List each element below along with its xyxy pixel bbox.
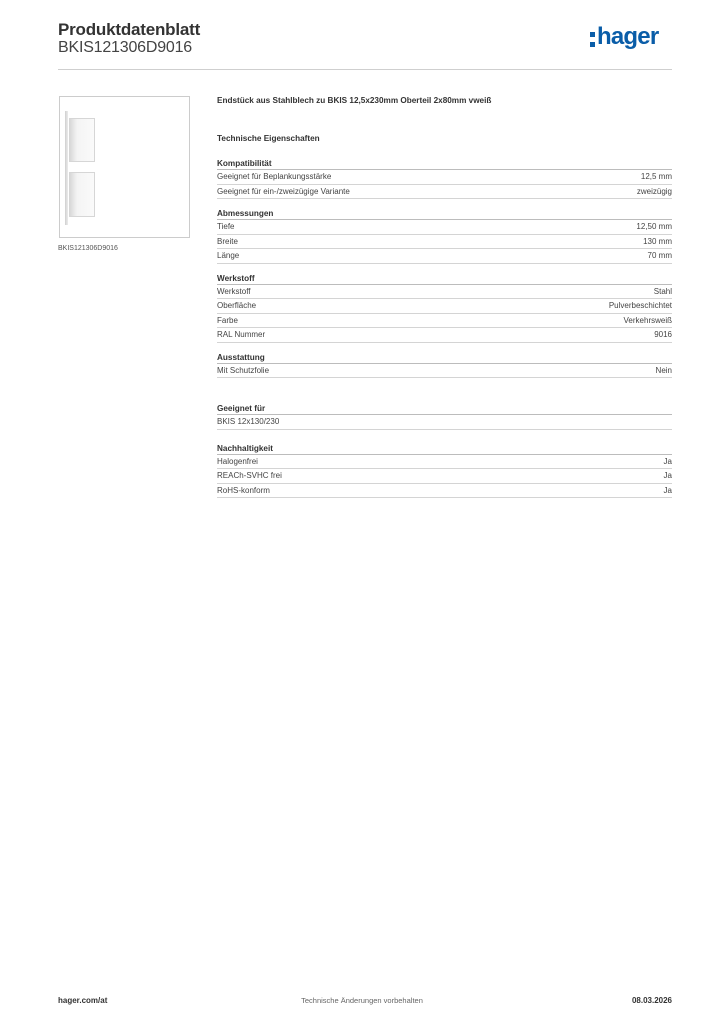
page-title: Produktdatenblatt <box>58 20 201 39</box>
row-label: Werkstoff <box>217 286 251 296</box>
product-image-edge <box>65 111 68 225</box>
section-werkstoff <box>217 272 672 343</box>
row-value: Ja <box>663 456 672 466</box>
row-label: RAL Nummer <box>217 330 266 339</box>
row-label: Mit Schutzfolie <box>217 365 270 375</box>
technical-properties-heading: Technische Eigenschaften <box>217 134 320 143</box>
table-row <box>217 469 672 484</box>
table-row <box>217 328 672 343</box>
section-abmessungen <box>217 207 672 264</box>
row-value: Ja <box>663 485 672 495</box>
row-value: Verkehrsweiß <box>623 315 672 325</box>
footer-note: Technische Änderungen vorbehalten <box>301 996 423 1005</box>
table-row <box>217 364 672 379</box>
row-label: Oberfläche <box>217 301 257 310</box>
section-title: Nachhaltigkeit <box>217 442 672 455</box>
table-row <box>217 220 672 235</box>
section-kompatibilitaet <box>217 157 672 199</box>
header-divider <box>58 69 672 70</box>
footer-website-link[interactable]: hager.com/at <box>58 996 108 1005</box>
row-value: 12,5 mm <box>640 172 672 181</box>
row-value: 130 mm <box>643 236 672 246</box>
product-description: Endstück aus Stahlblech zu BKIS 12,5x230mm Oberteil 2x80mm vweiß <box>217 96 492 105</box>
product-image-lower-part <box>69 172 95 217</box>
row-label: Länge <box>217 251 240 260</box>
product-code: BKIS121306D9016 <box>58 39 193 56</box>
row-value: Nein <box>655 365 672 375</box>
section-nachhaltigkeit <box>217 442 672 499</box>
row-label: Geeignet für ein-/zweizügige Variante <box>217 186 350 196</box>
row-label: Halogenfrei <box>217 456 258 466</box>
row-value: 9016 <box>654 330 672 339</box>
product-details <box>217 95 672 498</box>
row-label: REACh-SVHC frei <box>217 471 282 480</box>
table-row <box>217 285 672 300</box>
row-value: 70 mm <box>647 251 672 260</box>
row-label: Breite <box>217 236 238 246</box>
table-row <box>217 170 672 185</box>
logo-dots-icon <box>590 32 596 52</box>
row-value: zweizügig <box>636 186 672 196</box>
section-title: Geeignet für <box>217 402 672 415</box>
section-title: Kompatibilität <box>217 157 672 170</box>
row-label: Geeignet für Beplankungsstärke <box>217 172 332 181</box>
row-value: Stahl <box>653 286 672 296</box>
row-label: BKIS 12x130/230 <box>217 417 280 426</box>
section-ausstattung <box>217 351 672 379</box>
section-geeignet-fuer <box>217 402 672 430</box>
section-title: Abmessungen <box>217 207 672 220</box>
row-label: RoHS-konform <box>217 485 270 495</box>
row-label: Tiefe <box>217 222 235 231</box>
product-image <box>59 96 190 238</box>
row-value: Ja <box>663 471 672 480</box>
table-row <box>217 249 672 264</box>
table-row <box>217 484 672 499</box>
row-label: Farbe <box>217 315 238 325</box>
product-image-upper-part <box>69 118 95 162</box>
table-row <box>217 415 672 430</box>
table-row <box>217 299 672 314</box>
row-value: Pulverbeschichtet <box>608 301 672 310</box>
section-title: Werkstoff <box>217 272 672 285</box>
footer-date: 08.03.2026 <box>631 996 672 1005</box>
row-value: 12,50 mm <box>636 222 672 231</box>
table-row <box>217 185 672 200</box>
image-caption: BKIS121306D9016 <box>58 245 118 252</box>
section-title: Ausstattung <box>217 351 672 364</box>
table-row <box>217 455 672 470</box>
table-row <box>217 314 672 329</box>
logo-text: hager <box>597 23 659 50</box>
table-row <box>217 235 672 250</box>
